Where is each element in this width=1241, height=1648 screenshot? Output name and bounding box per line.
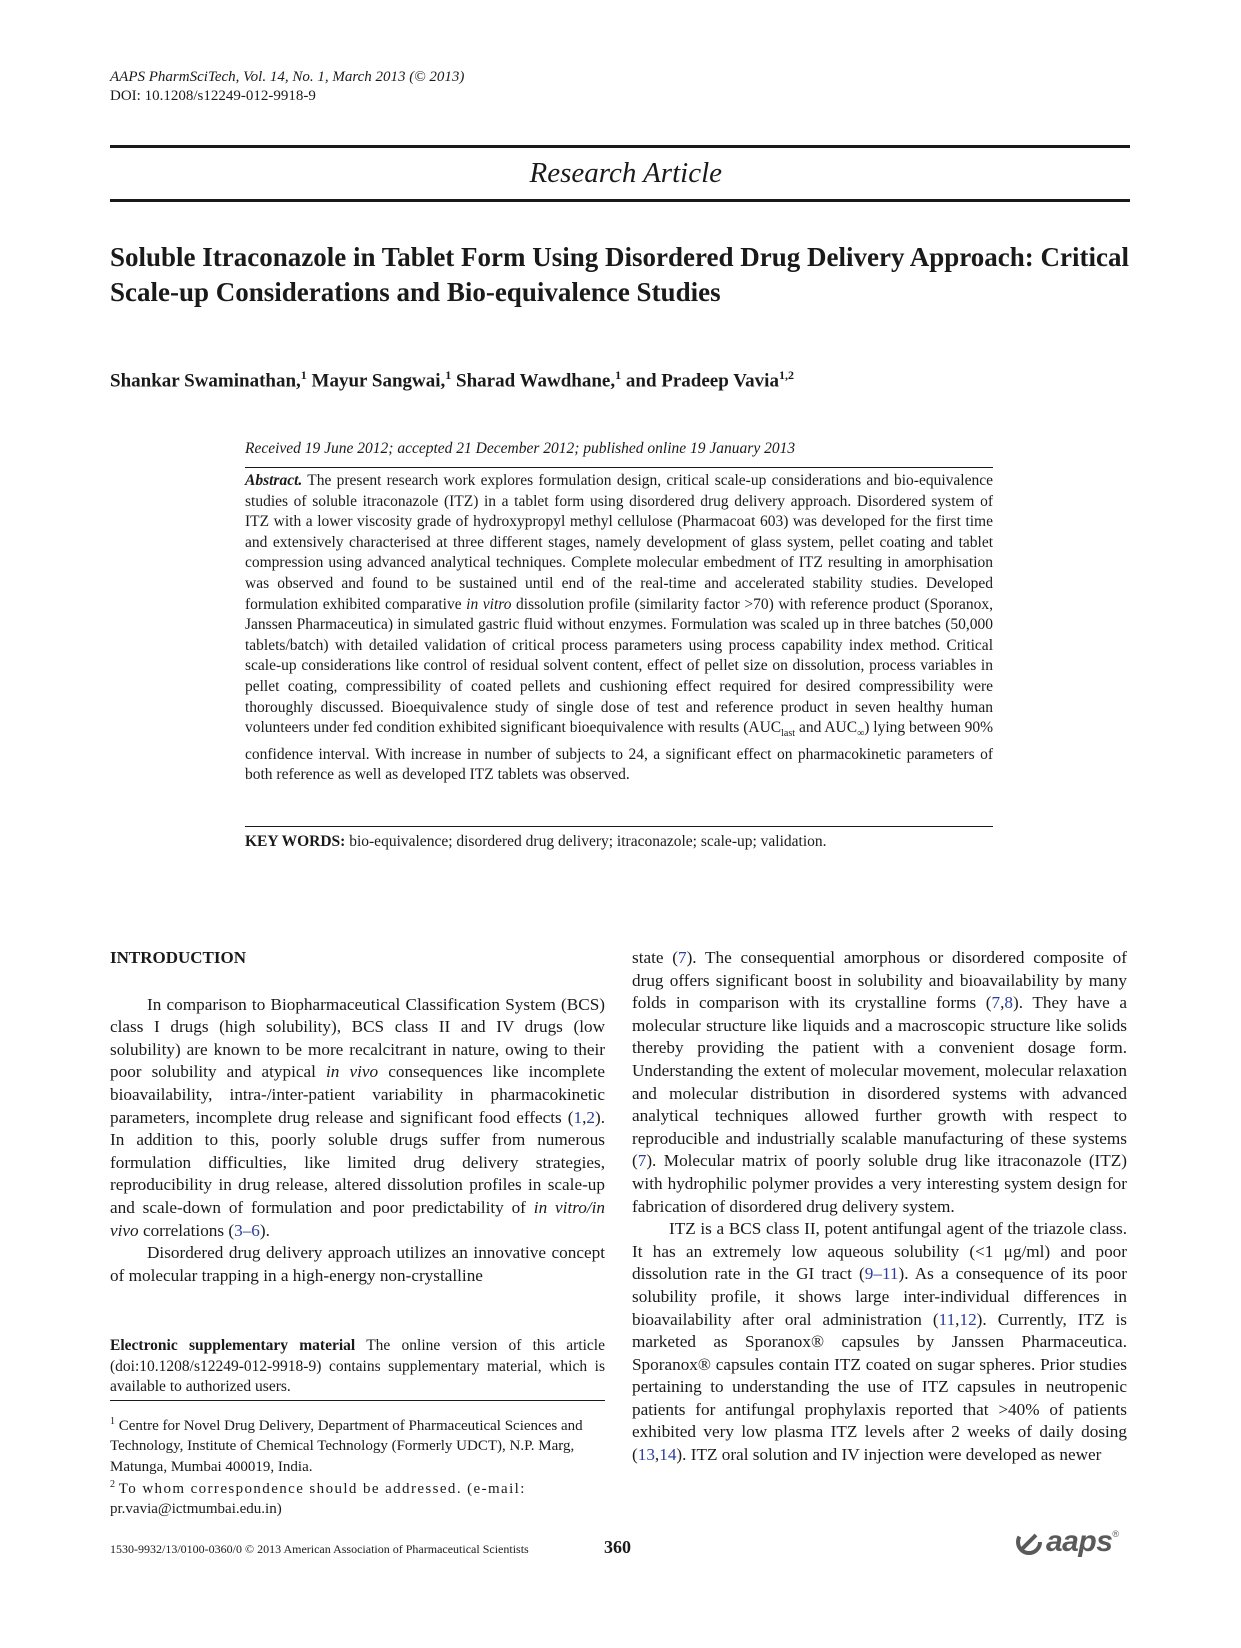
text: In comparison to Biopharmaceutical Classification System (BCS) class I drugs (high solubility), BCS class II and IV drugs (low solubility) are known to be more recalcitrant in nature, owing to their poor solubility and atypical (110, 994, 605, 1082)
text: ). Currently, ITZ is marketed as Sporanox® capsules by Janssen Pharmaceutica. Sporanox® capsules contain ITZ coated on sugar spheres. Prior studies pertaining to understanding the use of ITZ capsules in neutropenic patients for antifungal prophylaxis reported that >40% of patients exhibited very low plasma ITZ levels after 2 weeks of daily dosing ( (632, 1309, 1127, 1465)
text: ). (259, 1220, 270, 1240)
text: state ( (632, 948, 678, 967)
subscript: ∞ (857, 728, 865, 740)
aaps-swirl-icon (1016, 1529, 1042, 1555)
left-column (110, 947, 605, 1287)
paragraph: In comparison to Biopharmaceutical Classification System (BCS) class I drugs (high solubility), BCS class II and IV drugs (low solubility) are known to be more recalcitrant in nature, owing to their poor solubility and atypical in vivo consequences like incomplete bioavailability, intra-/inter-patient variability in pharmacokinetic parameters, incomplete drug release and significant food effects (1,2). In addition to this, poorly soluble drugs suffer from numerous formulation difficulties, like limited drug delivery strategies, reproducibility in drug release, altered dissolution profiles in scale-up and scale-down of formulation and poor predictability of in vitro/in vivo correlations (3–6). (110, 994, 606, 1240)
footnote-text: Centre for Novel Drug Delivery, Department of Pharmaceutical Sciences and Technology, Institute of Chemical Technology (Formerly UDCT), N.P. Marg, Matunga, Mumbai 400019, India. (110, 1418, 583, 1475)
text: ). As a consequence of its poor solubility profile, it shows large inter-individual differences in bioavailability after oral administration ( (632, 1264, 1127, 1329)
subscript: last (781, 728, 796, 740)
citation-link[interactable]: 3–6 (234, 1220, 260, 1240)
author: Shankar Swaminathan, (110, 370, 301, 392)
citation-link[interactable]: 7 (991, 993, 1001, 1013)
abstract-text: ) lying between 90% confidence interval. With increase in number of subjects to 24, a significant effect on pharmacokinetic parameters of both reference as well as developed ITZ tablets was observed. (245, 719, 994, 784)
section-heading: INTRODUCTION (110, 948, 247, 967)
author-list (110, 363, 794, 393)
citation-link[interactable]: 7 (677, 948, 687, 967)
logo-text: aaps (1046, 1525, 1113, 1558)
keywords-label: KEY WORDS: (245, 833, 346, 850)
footnote-rule (110, 1400, 605, 1401)
text: ITZ is a BCS class II, potent antifungal agent of the triazole class. It has an extremely low aqueous solubility (<1 μg/ml) and poor dissolution rate in the GI tract ( (632, 1219, 1127, 1284)
author: Sharad Wawdhane, (456, 370, 616, 392)
abstract-text: and AUC (798, 719, 858, 737)
abstract-text: The present research work explores formulation design, critical scale-up considerations and bio-equivalence studies of soluble itraconazole (ITZ) in a tablet form using disordered drug delivery approach. Disordered system of ITZ with a lower viscosity grade of hydroxypropyl methyl cellulose (Pharmacoat 603) was developed for the first time and extensively characterised at three different stages, namely development of glass system, pellet coating and tablet compression using advanced analytical techniques. Complete molecular embedment of ITZ resulting in amorphisation was observed and found to be sustained until end of the real-time and accelerated stability studies. Developed formulation exhibited comparative (245, 472, 993, 613)
paragraph: ITZ is a BCS class II, potent antifungal agent of the triazole class. It has an extremely low aqueous solubility (<1 μg/ml) and poor dissolution rate in the GI tract (9–11). As a consequence of its poor solubility profile, it shows large inter-individual differences in bioavailability after oral administration (11,12). Currently, ITZ is marketed as Sporanox® capsules by Janssen Pharmaceutica. Sporanox® capsules contain ITZ coated on sugar spheres. Prior studies pertaining to understanding the use of ITZ capsules in neutropenic patients for antifungal prophylaxis reported that >40% of patients exhibited very low plasma ITZ levels after 2 weeks of daily dosing (13,14). ITZ oral solution and IV injection were developed as newer (632, 1219, 1127, 1465)
footnote-mark: 1 (110, 1416, 115, 1427)
affiliation-mark: 1 (615, 368, 622, 382)
article-type: Research Article (529, 157, 722, 189)
top-rule (110, 145, 1130, 148)
abstract-label: Abstract. (245, 472, 303, 489)
citation-link[interactable]: 9–11 (864, 1264, 899, 1284)
citation-link[interactable]: 2 (586, 1107, 595, 1127)
citation-link[interactable]: 1 (573, 1107, 583, 1127)
footnote-mark: 2 (110, 1479, 115, 1490)
abstract-top-rule (245, 467, 993, 468)
footnote-text: To whom correspondence should be addressed. (e-mail: (118, 1481, 526, 1497)
abstract-bottom-rule (245, 826, 993, 827)
supplementary-text: The online version of this article (doi:10.1208/s12249-012-9918-9) contains supplementary material, which is available to authorized users. (110, 1337, 605, 1395)
article-title: Soluble Itraconazole in Tablet Form Using Disordered Drug Delivery Approach: Critical Scale-up Considerations and Bio-equivalence Studies (110, 242, 1129, 307)
right-column (632, 947, 1127, 1467)
citation-link[interactable]: 7 (637, 1151, 647, 1171)
footnote-affiliation (110, 1412, 605, 1477)
affiliation-mark: 1 (300, 368, 307, 382)
abstract-text: dissolution profile (similarity factor >70) with reference product (Sporanox, Janssen Pharmaceutica) in simulated gastric fluid without enzymes. Formulation was scaled up in three batches (50,000 tablets/batch) with detailed validation of critical process parameters using process capability index method. Critical scale-up considerations like control of residual solvent content, effect of pellet size on dissolution, process variables in pellet coating, compressibility of coated pellets and cushioning effect required for desired compressibility were thoroughly discussed. Bioequivalence study of single dose of test and reference product in seven healthy human volunteers under fed condition exhibited significant bioequivalence with results (AUC (245, 595, 993, 737)
affiliation-mark: 1,2 (778, 368, 794, 382)
affiliation-mark: 1 (445, 368, 452, 382)
page-number: 360 (604, 1537, 631, 1557)
citation-link[interactable]: 13 (637, 1445, 655, 1465)
registered-mark: ® (1112, 1529, 1120, 1539)
text: consequences like incomplete bioavailability, intra-/inter-patient variability in pharmacokinetic parameters, incomplete drug release and significant food effects ( (110, 1062, 606, 1127)
citation-link[interactable]: 14 (659, 1445, 677, 1465)
publication-history: Received 19 June 2012; accepted 21 December 2012; published online 19 January 2013 (245, 440, 796, 457)
italic-text: in vitro/in vivo (110, 1197, 606, 1240)
header-bottom-rule (110, 199, 1130, 202)
supplementary-label: Electronic supplementary material (110, 1337, 356, 1354)
keywords (245, 832, 827, 852)
aaps-logo (1016, 1527, 1119, 1557)
doi: DOI: 10.1208/s12249-012-9918-9 (110, 88, 316, 104)
citation-link[interactable]: 12 (959, 1309, 977, 1329)
email-address[interactable]: pr.vavia@ictmumbai.edu.in) (110, 1501, 282, 1518)
text: ). The consequential amorphous or disordered composite of drug offers significant boost in solubility and bioavailability by many folds in comparison with its crystalline forms ( (632, 948, 1127, 1013)
journal-citation: AAPS PharmSciTech, Vol. 14, No. 1, March 2013 (© 2013) (110, 69, 465, 85)
text: ). In addition to this, poorly soluble drugs suffer from numerous formulation difficulties, like limited drug delivery strategies, reproducibility in drug release, altered dissolution profiles in scale-up and scale-down of formulation and poor predictability of (110, 1107, 605, 1217)
citation-link[interactable]: 8 (1004, 993, 1014, 1013)
keywords-text: bio-equivalence; disordered drug delivery; itraconazole; scale-up; validation. (349, 833, 827, 850)
author: Mayur Sangwai, (311, 370, 446, 392)
text: ). Molecular matrix of poorly soluble drug like itraconazole (ITZ) with hydrophilic polymer provides a very interesting system design for fabrication of disordered drug delivery system. (632, 1151, 1127, 1216)
paragraph: state (7). The consequential amorphous or disordered composite of drug offers significant boost in solubility and bioavailability by many folds in comparison with its crystalline forms (7,8). They have a molecular structure like liquids and a macroscopic structure like solids thereby providing the patient with a convenient dosage form. Understanding the extent of molecular movement, molecular relaxation and molecular distribution in disordered systems with advanced analytical techniques allowed further growth with respect to reproducible and industrially scalable manufacturing of these systems (7). Molecular matrix of poorly soluble drug like itraconazole (ITZ) with hydrophilic polymer provides a very interesting system design for fabrication of disordered drug delivery system. (632, 948, 1127, 1216)
text: ). ITZ oral solution and IV injection were developed as newer (676, 1445, 1102, 1465)
copyright-line: 1530-9932/13/0100-0360/0 © 2013 American Association of Pharmaceutical Scientists (110, 1542, 529, 1556)
paragraph: Disordered drug delivery approach utilizes an innovative concept of molecular trapping in a high-energy non-crystalline (110, 1243, 605, 1285)
supplementary-note (110, 1336, 605, 1398)
text: ). They have a molecular structure like liquids and a macroscopic structure like solids thereby providing the patient with a convenient dosage form. Understanding the extent of molecular movement, molecular relaxation and molecular distribution in disordered systems with advanced analytical techniques allowed further growth with respect to reproducible and industrially scalable manufacturing of these systems ( (632, 993, 1127, 1171)
abstract (245, 471, 993, 786)
abstract-italic: in vitro (466, 595, 512, 613)
author: and Pradeep Vavia (625, 370, 779, 392)
italic-text: in vivo (326, 1062, 379, 1082)
text: correlations ( (142, 1220, 235, 1240)
citation-link[interactable]: 11 (938, 1309, 956, 1329)
footnote-correspondence (110, 1475, 605, 1520)
